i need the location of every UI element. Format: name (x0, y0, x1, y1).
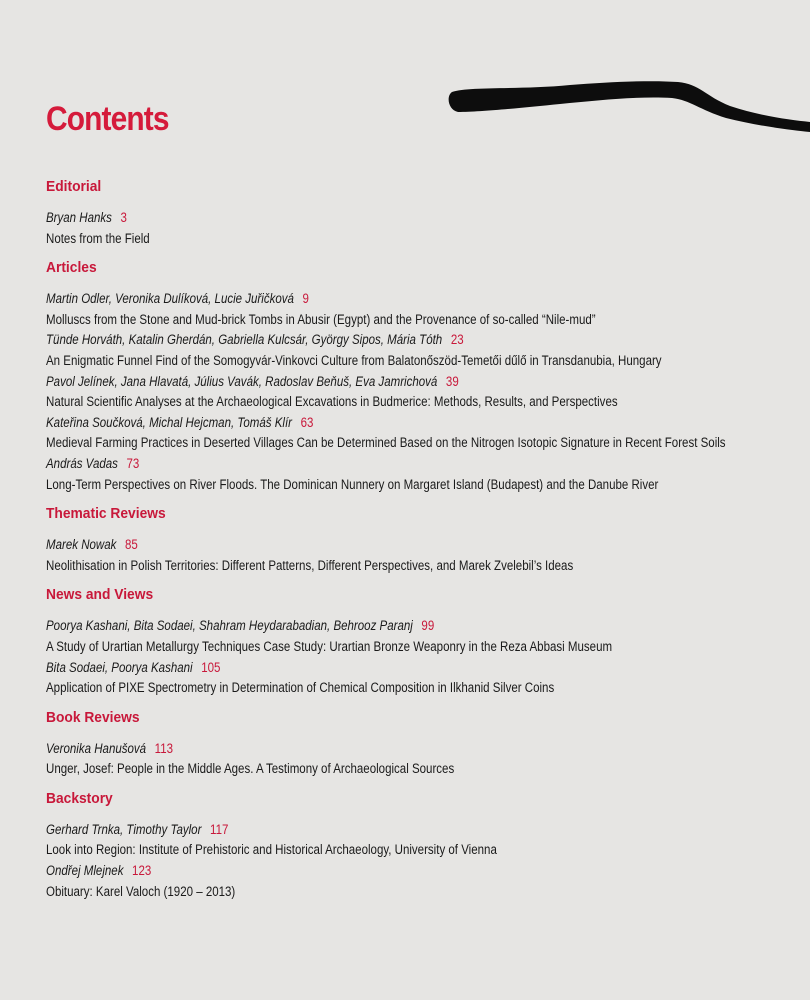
page-number: 3 (120, 210, 127, 225)
toc-entry (46, 330, 786, 371)
entry-authors (46, 535, 682, 556)
toc-entry (46, 616, 786, 657)
toc-entry (46, 289, 786, 330)
page-number: 99 (421, 618, 435, 634)
section-heading: Articles (46, 259, 97, 277)
author-names: Tünde Horváth, Katalin Gherdán, Gabriella Kulcsár, György Sipos, Mária Tóth (46, 332, 443, 348)
entry-title: Long-Term Perspectives on River Floods. The Dominican Nunnery on Margaret Island (Budapest) and the Danube River (46, 476, 659, 492)
entry-authors (46, 289, 682, 310)
toc-section (46, 707, 786, 780)
page-number: 39 (445, 373, 459, 389)
section-heading: News and Views (46, 586, 154, 604)
page-title: Contents (46, 100, 169, 138)
page-number: 63 (300, 414, 314, 430)
author-names: Pavol Jelínek, Jana Hlavatá, Július Vavák, Radoslav Beňuš, Eva Jamrichová (46, 373, 438, 389)
entry-authors (46, 208, 682, 229)
entry-authors (46, 820, 682, 841)
entry-authors (46, 616, 682, 637)
table-of-contents (46, 176, 786, 902)
page-number: 113 (154, 740, 174, 756)
toc-entry (46, 413, 786, 454)
section-heading: Thematic Reviews (46, 505, 166, 523)
entry-title: Unger, Josef: People in the Middle Ages. A Testimony of Archaeological Sources (46, 761, 455, 777)
toc-entry (46, 861, 786, 902)
toc-entry (46, 658, 786, 699)
toc-entry (46, 739, 786, 780)
entry-authors (46, 372, 682, 393)
toc-section (46, 788, 786, 902)
entry-title: A Study of Urartian Metallurgy Techniques Case Study: Urartian Bronze Weaponry in the Reza Abbasi Museum (46, 638, 613, 654)
author-names: Kateřina Součková, Michal Hejcman, Tomáš Klír (46, 414, 293, 430)
page-number: 23 (450, 332, 464, 348)
entry-authors (46, 861, 682, 882)
section-heading: Editorial (46, 178, 102, 195)
section-spacer (46, 249, 786, 257)
entry-authors (46, 658, 682, 679)
author-names: Gerhard Trnka, Timothy Taylor (46, 821, 202, 837)
entry-title: Molluscs from the Stone and Mud-brick Tombs in Abusir (Egypt) and the Provenance of so-called “Nile-mud” (46, 311, 596, 327)
toc-entry (46, 372, 786, 413)
section-spacer (46, 495, 786, 503)
toc-section (46, 257, 786, 495)
toc-entry (46, 820, 786, 861)
entry-title: Look into Region: Institute of Prehistoric and Historical Archaeology, University of Vienna (46, 842, 497, 858)
author-names: Veronika Hanušová (46, 740, 147, 756)
page-number: 73 (126, 455, 140, 471)
author-names: Martin Odler, Veronika Dulíková, Lucie Juřičková (46, 291, 294, 307)
section-spacer (46, 699, 786, 707)
toc-section (46, 176, 786, 249)
section-spacer (46, 576, 786, 584)
toc-entry (46, 454, 786, 495)
entry-title: Obituary: Karel Valoch (1920 – 2013) (46, 883, 236, 899)
toc-section (46, 584, 786, 698)
author-names: Bita Sodaei, Poorya Kashani (46, 659, 193, 675)
entry-authors (46, 330, 682, 351)
page-number: 123 (132, 863, 152, 879)
page-number: 117 (210, 821, 229, 837)
author-names: Marek Nowak (46, 537, 117, 553)
author-names: Bryan Hanks (46, 210, 112, 225)
toc-entry (46, 535, 786, 576)
author-names: Poorya Kashani, Bita Sodaei, Shahram Heydarabadian, Behrooz Paranj (46, 618, 413, 634)
author-names: Ondřej Mlejnek (46, 863, 124, 879)
section-heading: Backstory (46, 789, 113, 807)
page-number: 85 (124, 537, 138, 553)
entry-title: Notes from the Field (46, 230, 150, 246)
entry-title: An Enigmatic Funnel Find of the Somogyvár-Vinkovci Culture from Balatonőszöd-Temetői dűlő in Transdanubia, Hungary (46, 352, 662, 368)
toc-entry (46, 208, 786, 249)
section-heading: Book Reviews (46, 708, 140, 726)
entry-authors (46, 413, 682, 434)
section-spacer (46, 780, 786, 788)
author-names: András Vadas (46, 455, 118, 471)
page-number: 105 (201, 659, 221, 675)
entry-authors (46, 739, 682, 760)
entry-authors (46, 454, 682, 475)
entry-title: Natural Scientific Analyses at the Archaeological Excavations in Budmerice: Methods, Results, and Perspectives (46, 394, 618, 410)
entry-title: Application of PIXE Spectrometry in Determination of Chemical Composition in Ilkhanid Silver Coins (46, 680, 555, 696)
page-number: 9 (302, 291, 309, 307)
entry-title: Medieval Farming Practices in Deserted Villages Can be Determined Based on the Nitrogen Isotopic Signature in Recent Forest Soils (46, 435, 726, 451)
toc-section (46, 503, 786, 576)
entry-title: Neolithisation in Polish Territories: Different Patterns, Different Perspectives, and Marek Zvelebil’s Ideas (46, 557, 574, 573)
